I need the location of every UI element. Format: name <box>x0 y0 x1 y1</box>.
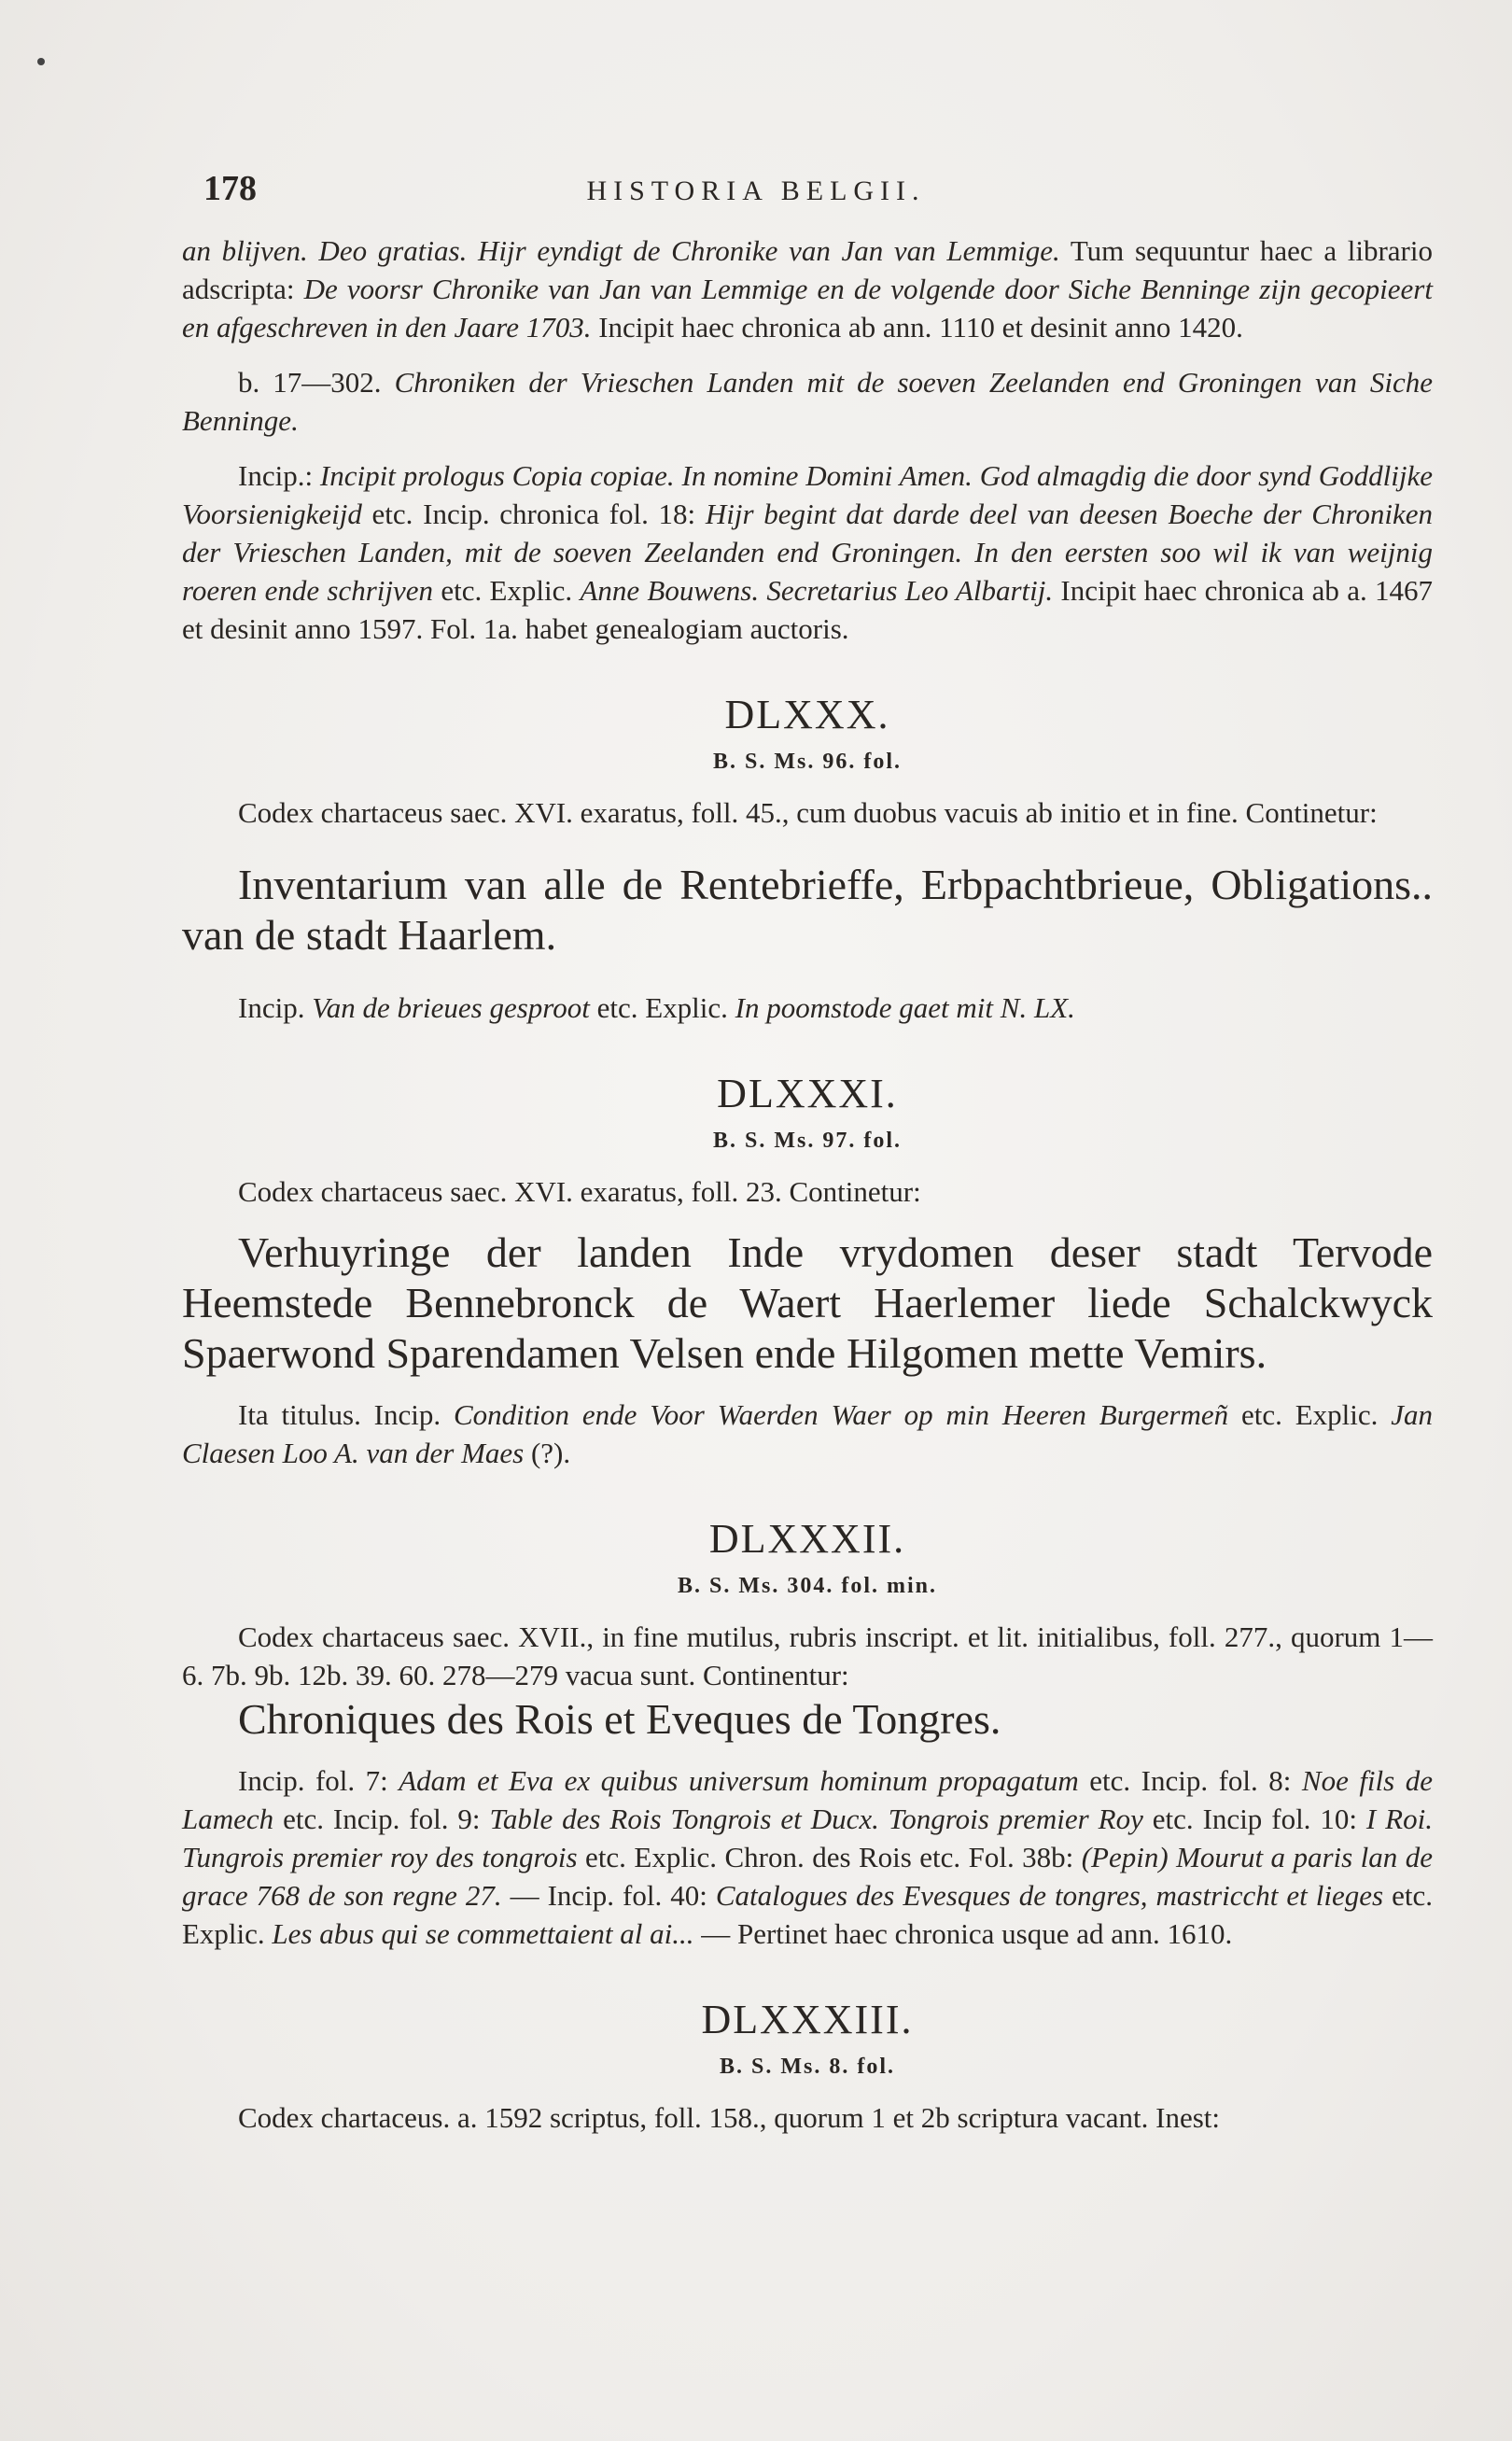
text-run: Incip. <box>238 991 313 1024</box>
text-run: Table des Rois Tongrois et Ducx. Tongrois premier Roy <box>489 1803 1143 1835</box>
text-run: (?). <box>524 1437 571 1469</box>
running-head: HISTORIA BELGII. <box>586 175 926 206</box>
text-run: — Incip. fol. 40: <box>501 1879 716 1912</box>
text-run: an blijven. Deo gratias. Hijr eyndigt de Chronike van Jan van Lemmige. <box>182 234 1060 267</box>
shelfmark-dlxxx: B. S. Ms. 96. fol. <box>712 750 902 774</box>
text-run: Incipit haec chronica ab ann. 1110 et desinit anno 1420. <box>591 311 1243 344</box>
text-run: I Roi. Tungrois premier roy des tongrois <box>182 1803 1433 1873</box>
entry-heading-dlxxxiii: DLXXXIII. <box>701 1997 914 2042</box>
entry-heading-dlxxx: DLXXX. <box>724 692 890 737</box>
shelfmark-dlxxxi: B. S. Ms. 97. fol. <box>712 1129 902 1153</box>
text-run: etc. Explic. <box>433 574 581 607</box>
text-run: Anne Bouwens. Secretarius Leo Albartij. <box>580 574 1054 607</box>
text-run: etc. Incip. chronica fol. 18: <box>361 498 706 530</box>
text-run: etc. Explic. Chron. des Rois etc. Fol. 38b: <box>577 1841 1082 1873</box>
text-run: b. 17—302. <box>238 366 395 399</box>
paragraph-top <box>182 231 1433 346</box>
text-run: etc. Explic. <box>182 1879 1433 1950</box>
paragraph-b <box>182 363 1433 440</box>
entry-heading-dlxxxi: DLXXXI. <box>717 1071 898 1116</box>
text-run: Incipit haec chronica ab a. 1467 et desinit anno 1597. Fol. 1a. habet genealogiam auctoris. <box>182 574 1433 645</box>
text-run: Hijr begint dat darde deel van deesen Boeche der Chroniken der Vrieschen Landen, mit de soeven Zeelanden end Groningen. In den eersten soo wil ik van weijnig roeren ende schrijven <box>182 498 1433 607</box>
text-run: Incip. fol. 7: <box>238 1764 399 1797</box>
codex-description-dlxxxii: Codex chartaceus saec. XVII., in fine mutilus, rubris inscript. et lit. initialibus, foll. 277., quorum 1—6. 7b. 9b. 12b. 39. 60. 278—279 vacua sunt. Continentur: <box>182 1620 1433 1691</box>
shelfmark-dlxxxii: B. S. Ms. 304. fol. min. <box>677 1574 937 1598</box>
text-run: Les abus qui se commettaient al ai... <box>272 1917 694 1950</box>
text-run: Condition ende Voor Waerden Waer op min Heeren Burgermeñ <box>454 1398 1229 1431</box>
text-run: etc. Incip fol. 10: <box>1142 1803 1366 1835</box>
incipit-dlxxxii <box>182 1761 1433 1953</box>
incipit-dlxxx <box>182 989 1433 1027</box>
codex-description-dlxxx: Codex chartaceus saec. XVI. exaratus, foll. 45., cum duobus vacuis ab initio et in fine. Continetur: <box>238 796 1378 829</box>
text-run: etc. Incip. fol. 9: <box>273 1803 490 1835</box>
text-run: Noe fils de Lamech <box>182 1764 1433 1835</box>
shelfmark-dlxxxiii: B. S. Ms. 8. fol. <box>719 2055 895 2079</box>
entry-heading-dlxxxii: DLXXXII. <box>708 1516 906 1562</box>
codex-description-dlxxxiii: Codex chartaceus. a. 1592 scriptus, foll. 158., quorum 1 et 2b scriptura vacant. Inest: <box>238 2101 1221 2134</box>
text-run: Van de brieues gesproot <box>312 991 590 1024</box>
text-run: Ita titulus. Incip. <box>238 1398 454 1431</box>
text-run: In poomstode gaet mit N. LX. <box>735 991 1075 1024</box>
text-run: Adam et Eva ex quibus universum hominum propagatum <box>399 1764 1079 1797</box>
text-run: Incip.: <box>238 459 320 492</box>
stray-mark <box>37 58 45 65</box>
text-run: Jan Claesen Loo A. van der Maes <box>182 1398 1433 1469</box>
codex-description-dlxxxi: Codex chartaceus saec. XVI. exaratus, foll. 23. Continetur: <box>238 1175 921 1208</box>
page-number: 178 <box>203 169 257 208</box>
work-title-dlxxx: Inventarium van alle de Rentebrieffe, Erbpachtbrieue, Obligations.. van de stadt Haarlem. <box>182 861 1433 959</box>
page-body <box>182 231 1433 2137</box>
work-title-dlxxxii: Chroniques des Rois et Eveques de Tongres. <box>238 1695 1001 1743</box>
text-run: Incipit prologus Copia copiae. In nomine Domini Amen. God almagdig die door synd Goddlijke Voorsienigkeijd <box>182 459 1434 530</box>
text-run: (Pepin) Mourut a paris lan de grace 768 de son regne 27. <box>182 1841 1433 1912</box>
text-run: Chroniken der Vrieschen Landen mit de soeven Zeelanden end Groningen van Siche Benninge. <box>182 366 1434 437</box>
text-run: etc. Explic. <box>589 991 735 1024</box>
text-run: Tum sequuntur haec a librario adscripta: <box>182 234 1433 305</box>
paragraph-incip <box>182 456 1433 648</box>
text-run: etc. Incip. fol. 8: <box>1078 1764 1302 1797</box>
work-title-dlxxxi: Verhuyringe der landen Inde vrydomen deser stadt Tervode Heemstede Bennebronck de Waert Haerlemer liede Schalckwyck Spaerwond Sparendamen Velsen ende Hilgomen mette Vemirs. <box>182 1228 1433 1377</box>
text-run: — Pertinet haec chronica usque ad ann. 1610. <box>693 1917 1233 1950</box>
incipit-dlxxxi <box>182 1396 1433 1472</box>
text-run: Catalogues des Evesques de tongres, mastriccht et lieges <box>715 1879 1384 1912</box>
text-run: etc. Explic. <box>1228 1398 1392 1431</box>
text-run: De voorsr Chronike van Jan van Lemmige en de volgende door Siche Benninge zijn gecopieert en afgeschreven in den Jaare 1703. <box>182 273 1433 344</box>
